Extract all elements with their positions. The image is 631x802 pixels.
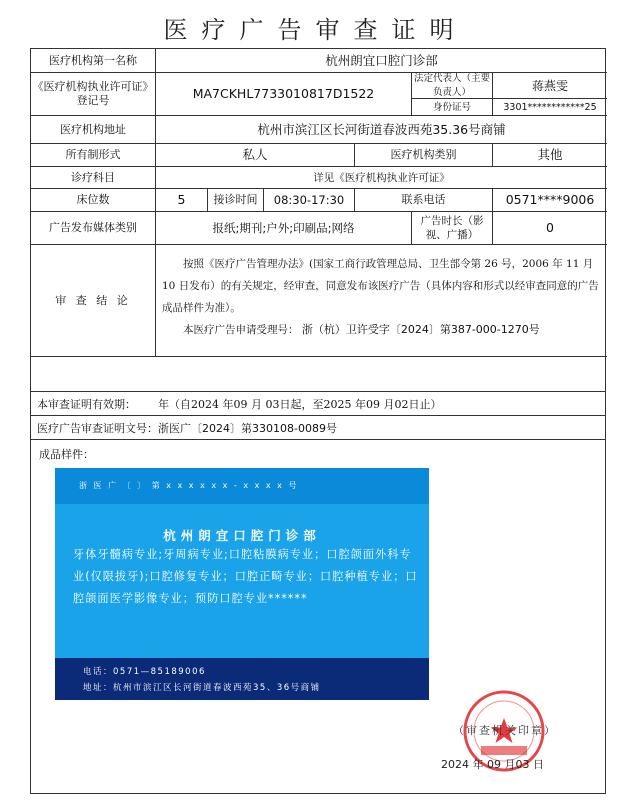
ad-footer (55, 658, 429, 700)
validity-label: 本审查证明有效期： (37, 397, 136, 411)
cert-number-label: 医疗广告审查证明文号： (37, 421, 158, 435)
legal-rep-value-group (493, 73, 607, 116)
subjects-label: 诊疗科目 (31, 167, 156, 189)
audit-conclusion (156, 245, 607, 357)
address-label: 医疗机构地址 (31, 116, 156, 144)
certificate-table (30, 48, 606, 392)
phone-label: 联系电话 (355, 189, 493, 212)
validity-value: 年（自2024 年09 月 03日起，至2025 年09 月02日止） (158, 397, 442, 411)
id-number: 3301************25 (503, 101, 597, 113)
id-label: 身份证号 (432, 101, 471, 113)
duration-label: 广告时长（影视、广播） (412, 212, 493, 245)
legal-rep-label: 法定代表人（主要负责人） (413, 73, 490, 98)
application-no-label: 本医疗广告申请受理号： (183, 324, 299, 336)
legal-rep-name: 蒋燕雯 (493, 73, 607, 99)
ad-approval-number: 浙 医 广 〔 〕 第 x x x x x x - x x x x 号 (79, 481, 299, 490)
category-label: 医疗机构类别 (355, 144, 493, 167)
ad-address: 地址：杭州市滨江区长河街道春波西苑35、36号商铺 (83, 683, 321, 693)
audit-label: 审 查 结 论 (31, 245, 156, 357)
cert-number-line (30, 416, 606, 440)
legal-rep-label-group (412, 73, 493, 116)
institution-name-value: 杭州朗宜口腔门诊部 (156, 49, 607, 73)
hours-label: 接诊时间 (208, 189, 264, 212)
media-label: 广告发布媒体类别 (31, 212, 156, 245)
duration-value: 0 (493, 212, 607, 245)
category-value: 其他 (493, 144, 607, 167)
subjects-value: 详见《医疗机构执业许可证》 (156, 167, 607, 189)
cert-number-value: 浙医广〔2024〕第330108-0089号 (158, 421, 337, 435)
issue-date: 2024 年 09 月03 日 (441, 758, 544, 771)
media-value: 报纸;期刊;户外;印刷品;网络 (156, 212, 412, 245)
address-value: 杭州市滨江区长河街道春波西苑35.36号商铺 (156, 116, 607, 144)
ad-sample-image (55, 468, 429, 700)
beds-label: 床位数 (31, 189, 156, 212)
ad-services: 牙体牙髓病专业;牙周病专业;口腔粘膜病专业；口腔颌面外科专业(仅限拔牙);口腔修复专业；口腔正畸专业；口腔种植专业；口腔颌面医学影像专业；预防口腔专业****** (73, 548, 418, 605)
license-number: MA7CKHL7733010817D1522 (156, 73, 412, 116)
ad-phone: 电话：0571—85189006 (83, 667, 206, 677)
hours-value: 08:30-17:30 (264, 189, 355, 212)
audit-paragraph: 按照《医疗广告管理办法》(国家工商行政管理总局、卫生部令第 26 号，2006 年 11 月 10 日发布）的有关规定，经审查，同意发布该医疗广告（具体内容和形式以经审查同意的广告成品样件为准）。 (162, 258, 599, 314)
phone-value: 0571****9006 (493, 189, 607, 212)
institution-name-label: 医疗机构第一名称 (31, 49, 156, 73)
validity-line (30, 392, 606, 416)
application-no: 浙（杭）卫许受字〔2024〕第387-000-1270号 (301, 323, 540, 336)
license-label: 《医疗机构执业许可证》登记号 (31, 73, 156, 116)
ownership-value: 私人 (156, 144, 355, 167)
ad-clinic-name: 杭州朗宜口腔门诊部 (163, 528, 321, 543)
beds-value: 5 (156, 189, 208, 212)
sample-section (30, 440, 606, 794)
ownership-label: 所有制形式 (31, 144, 156, 167)
validity-row (31, 357, 607, 392)
seal-label: （审查机关印章） (453, 724, 557, 737)
sample-label: 成品样件： (39, 448, 94, 461)
page-title: 医疗广告审查证明 (163, 16, 468, 44)
